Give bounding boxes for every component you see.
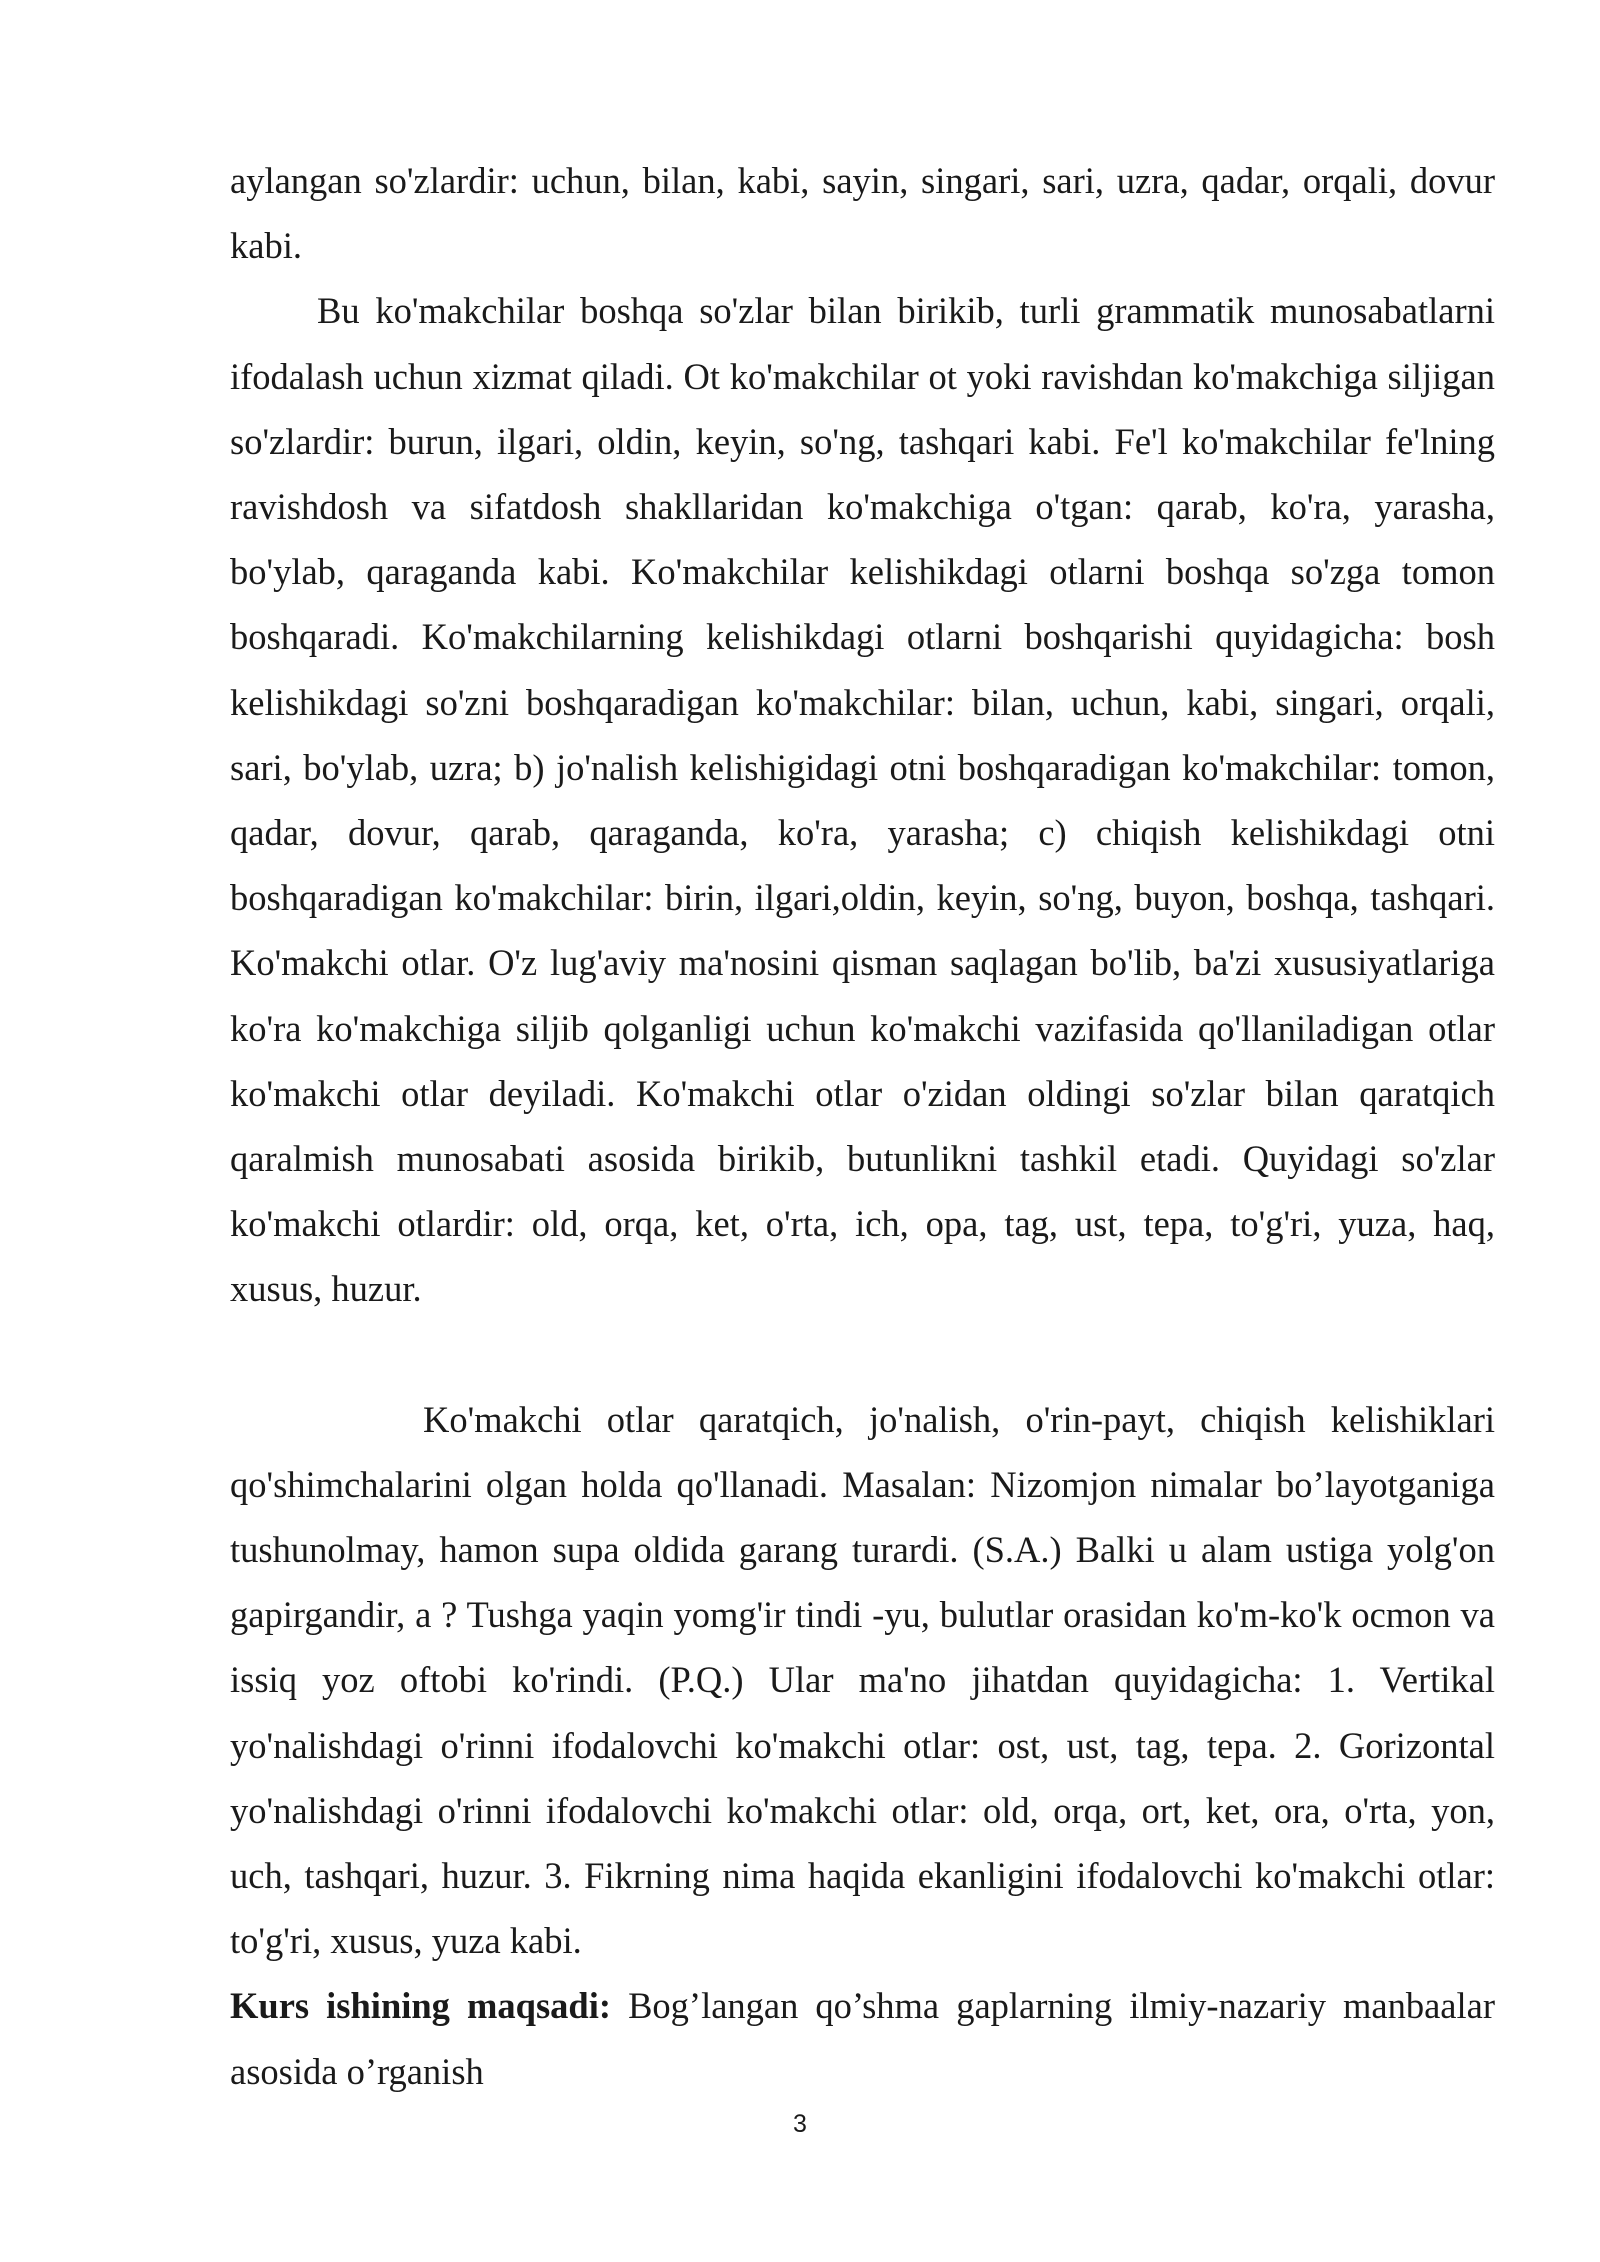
paragraph-komakchilar: Bu ko'makchilar boshqa so'zlar bilan birikib, turli grammatik munosabatlarni ifodalash uchun xizmat qiladi. Ot ko'makchilar ot yoki ravishdan ko'makchiga siljigan so'zlardir: burun, ilgari, oldin, keyin, so'ng, tashqari kabi. Fe'l ko'makchilar fe'lning ravishdosh va sifatdosh shakllaridan ko'makchiga o'tgan: qarab, ko'ra, yarasha, bo'ylab, qaraganda kabi. Ko'makchilar kelishikdagi otlarni boshqa so'zga tomon boshqaradi. Ko'makchilarning kelishikdagi otlarni boshqarishi quyidagicha: bosh kelishikdagi so'zni boshqaradigan ko'makchilar: bilan, uchun, kabi, singari, orqali, sari, bo'ylab, uzra; b) jo'nalish kelishigidagi otni boshqaradigan ko'makchilar: tomon, qadar, dovur, qarab, qaraganda, ko'ra, yarasha; c) chiqish kelishikdagi otni boshqaradigan ko'makchilar: birin, ilgari,oldin, keyin, so'ng, buyon, boshqa, tashqari. Ko'makchi otlar. O'z lug'aviy ma'nosini qisman saqlagan bo'lib, ba'zi xususiyatlariga ko'ra ko'makchiga siljib qolganligi uchun ko'makchi vazifasida qo'llaniladigan otlar ko'makchi otlar deyiladi. Ko'makchi otlar o'zidan oldingi so'zlar bilan qaratqich qaralmish munosabati asosida birikib, butunlikni tashkil etadi. Quyidagi so'zlar ko'makchi otlardir: old, orqa, ket, o'rta, ich, opa, tag, ust, tepa, to'g'ri, yuza, haq, xusus, huzur. [230, 290, 1495, 1310]
document-page [230, 148, 1495, 2104]
paragraph-spacer [230, 1322, 1495, 1387]
paragraph-komakchi-otlar: Ko'makchi otlar qaratqich, jo'nalish, o'rin-payt, chiqish kelishiklari qo'shimchalarini olgan holda qo'llanadi. Masalan: Nizomjon nimalar bo’layotganiga tushunolmay, hamon supa oldida garang turardi. (S.A.) Balki u alam ustiga yolg'on gapirgandir, a ? Tushga yaqin yomg'ir tindi -yu, bulutlar orasidan ko'm-ko'k ocmon va issiq yoz oftobi ko'rindi. (P.Q.) Ular ma'no jihatdan quyidagicha: 1. Vertikal yo'nalishdagi o'rinni ifodalovchi ko'makchi otlar: ost, ust, tag, tepa. 2. Gorizontal yo'nalishdagi o'rinni ifodalovchi ko'makchi otlar: old, orqa, ort, ket, ora, o'rta, yon, uch, tashqari, huzur. 3. Fikrning nima haqida ekanligini ifodalovchi ko'makchi otlar: to'g'ri, xusus, yuza kabi. [230, 1398, 1495, 1962]
page-number: 3 [793, 2110, 807, 2138]
course-goal [230, 1973, 1495, 2103]
course-goal-text: Bog’langan qo’shma gaplarning ilmiy-nazariy manbaalar asosida o’rganish [230, 1985, 1496, 2092]
course-goal-label: Kurs ishining maqsadi: [230, 1985, 612, 2027]
paragraph-continuation: aylangan so'zlardir: uchun, bilan, kabi, sayin, singari, sari, uzra, qadar, orqali, dovur kabi. [230, 160, 1495, 267]
